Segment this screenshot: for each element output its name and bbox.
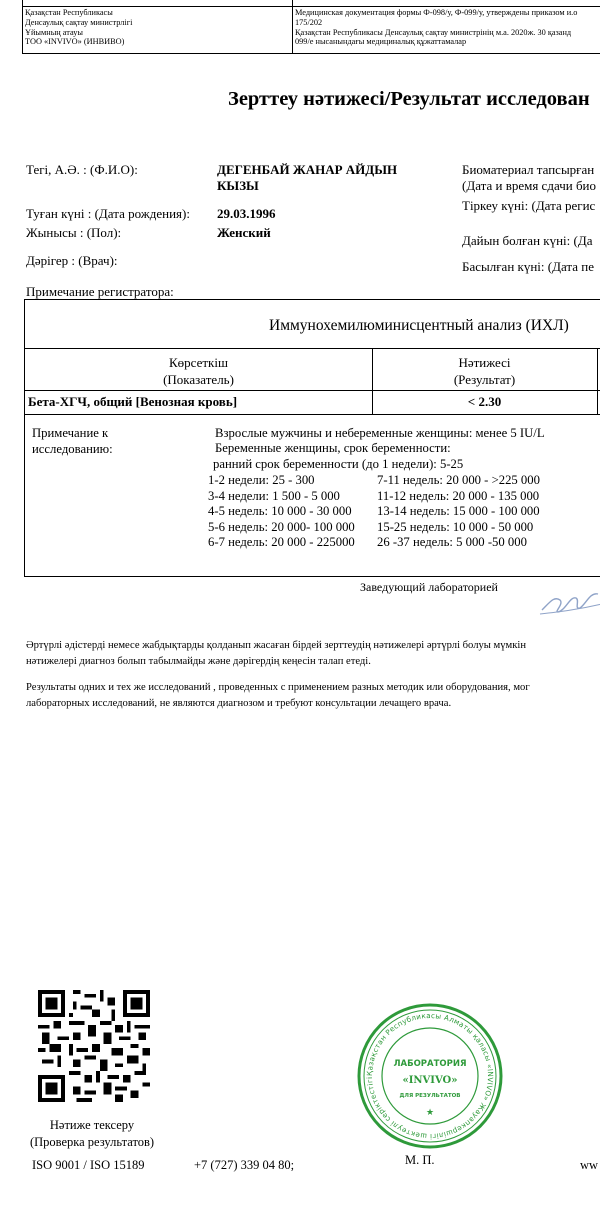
note-label: Примечание к исследованию:: [32, 426, 113, 456]
phone-number[interactable]: +7 (727) 339 04 80;: [194, 1158, 295, 1172]
method-title: Иммунохемилюминисцентный анализ (ИХЛ): [269, 317, 569, 334]
disclaimer-ru: Результаты одних и тех же исследований , проведенных с применением разных методик или оборудования, мог лабораторных исследований, не являются диагнозом и требуют консультации лечащего врача.: [26, 682, 530, 709]
weeks-right: 7-11 недель: 20 000 - >225 000 11-12 недель: 20 000 - 135 000 13-14 недель: 15 000 - 100 000 15-25 недель: 10 000 - 50 000 26 -37 недель: 5 000 -50 000: [377, 473, 540, 549]
fio-label: Тегі, А.Ә. : (Ф.И.О):: [26, 162, 138, 177]
registered-label: Тіркеу күні: (Дата регис: [462, 198, 596, 213]
sex-value: Женский: [217, 225, 271, 240]
disclaimer-kz: Әртүрлі әдістерді немесе жабдықтарды қолданып жасаған бірдей зерттеудің нәтижелері әртүрлі болуы мүмкін нәтижелері диагноз болып табылмайды және дәрігердің кеңесін талап етеді.: [26, 640, 527, 667]
row-indicator: Бета-ХГЧ, общий [Венозная кровь]: [28, 394, 238, 409]
website-link[interactable]: ww: [580, 1158, 599, 1172]
svg-text:ЛАБОРАТОРИЯ: ЛАБОРАТОРИЯ: [393, 1059, 467, 1069]
col-result-header: Нәтижесі (Результат): [453, 355, 516, 387]
note-line-3: ранний срок беременности (до 1 недели): 5-25: [213, 457, 464, 471]
note-line-2: Беременные женщины, срок беременности:: [215, 441, 451, 455]
iso-standards: ISO 9001 / ISO 15189: [32, 1158, 145, 1172]
svg-text:Қазақстан Республикасы Алматы: Қазақстан Республикасы Алматы қаласы «INVIVO» Жауапкершілігі шектеулі серіктестігі: [364, 1010, 496, 1142]
header-left-block: Қазақстан Республикасы Денсаулық сақтау министрлігі Ұйымның атауы ТОО «INVIVO» (ИНВИВО): [25, 8, 133, 47]
col-indicator-header: Көрсеткіш (Показатель): [163, 355, 234, 387]
qr-code-image[interactable]: [38, 990, 150, 1102]
svg-text:★: ★: [425, 1107, 435, 1117]
lab-head-label: Заведующий лабораторией: [360, 580, 498, 594]
biomaterial-label: Биоматериал тапсырған (Дата и время сдачи био: [462, 162, 597, 193]
dob-value: 29.03.1996: [217, 206, 276, 221]
page-title: Зерттеу нәтижесі/Результат исследован: [228, 88, 590, 110]
fio-value: ДЕГЕНБАЙ ЖАНАР АЙДЫН КЫЗЫ: [217, 162, 398, 193]
sex-label: Жынысы : (Пол):: [26, 225, 122, 240]
ready-label: Дайын болған күні: (Да: [462, 233, 593, 248]
registrar-note-label: Примечание регистратора:: [26, 284, 174, 299]
stamp-place-label: М. П.: [405, 1153, 435, 1167]
svg-text:ДЛЯ РЕЗУЛЬТАТОВ: ДЛЯ РЕЗУЛЬТАТОВ: [399, 1093, 461, 1099]
doctor-label: Дәрігер : (Врач):: [26, 253, 118, 268]
weeks-left: 1-2 недели: 25 - 300 3-4 недели: 1 500 - 5 000 4-5 недель: 10 000 - 30 000 5-6 недель: 20 000- 100 000 6-7 недель: 20 000 - 225000: [208, 473, 355, 549]
signature-image: [536, 582, 600, 620]
header-table: [22, 0, 600, 54]
row-result: < 2.30: [467, 394, 502, 409]
qr-caption: Нәтиже тексеру (Проверка результатов): [29, 1118, 155, 1149]
note-line-1: Взрослые мужчины и небеременные женщины: менее 5 IU/L: [215, 426, 545, 440]
svg-text:«INVIVO»: «INVIVO»: [402, 1075, 458, 1086]
results-table: [24, 299, 600, 577]
lab-stamp-image: [357, 1003, 503, 1149]
header-right-block: Медицинская документация формы Ф-098/у, Ф-099/у, утверждены приказом и.о 175/202 Қазақстан Республикасы Денсаулық сақтау министрінің м.а. 2020ж. 30 қазанд 099/е нысанындағы медициналық құжаттамалар: [295, 8, 578, 47]
printed-label: Басылған күні: (Дата пе: [462, 259, 594, 274]
dob-label: Туған күні : (Дата рождения):: [26, 206, 190, 221]
